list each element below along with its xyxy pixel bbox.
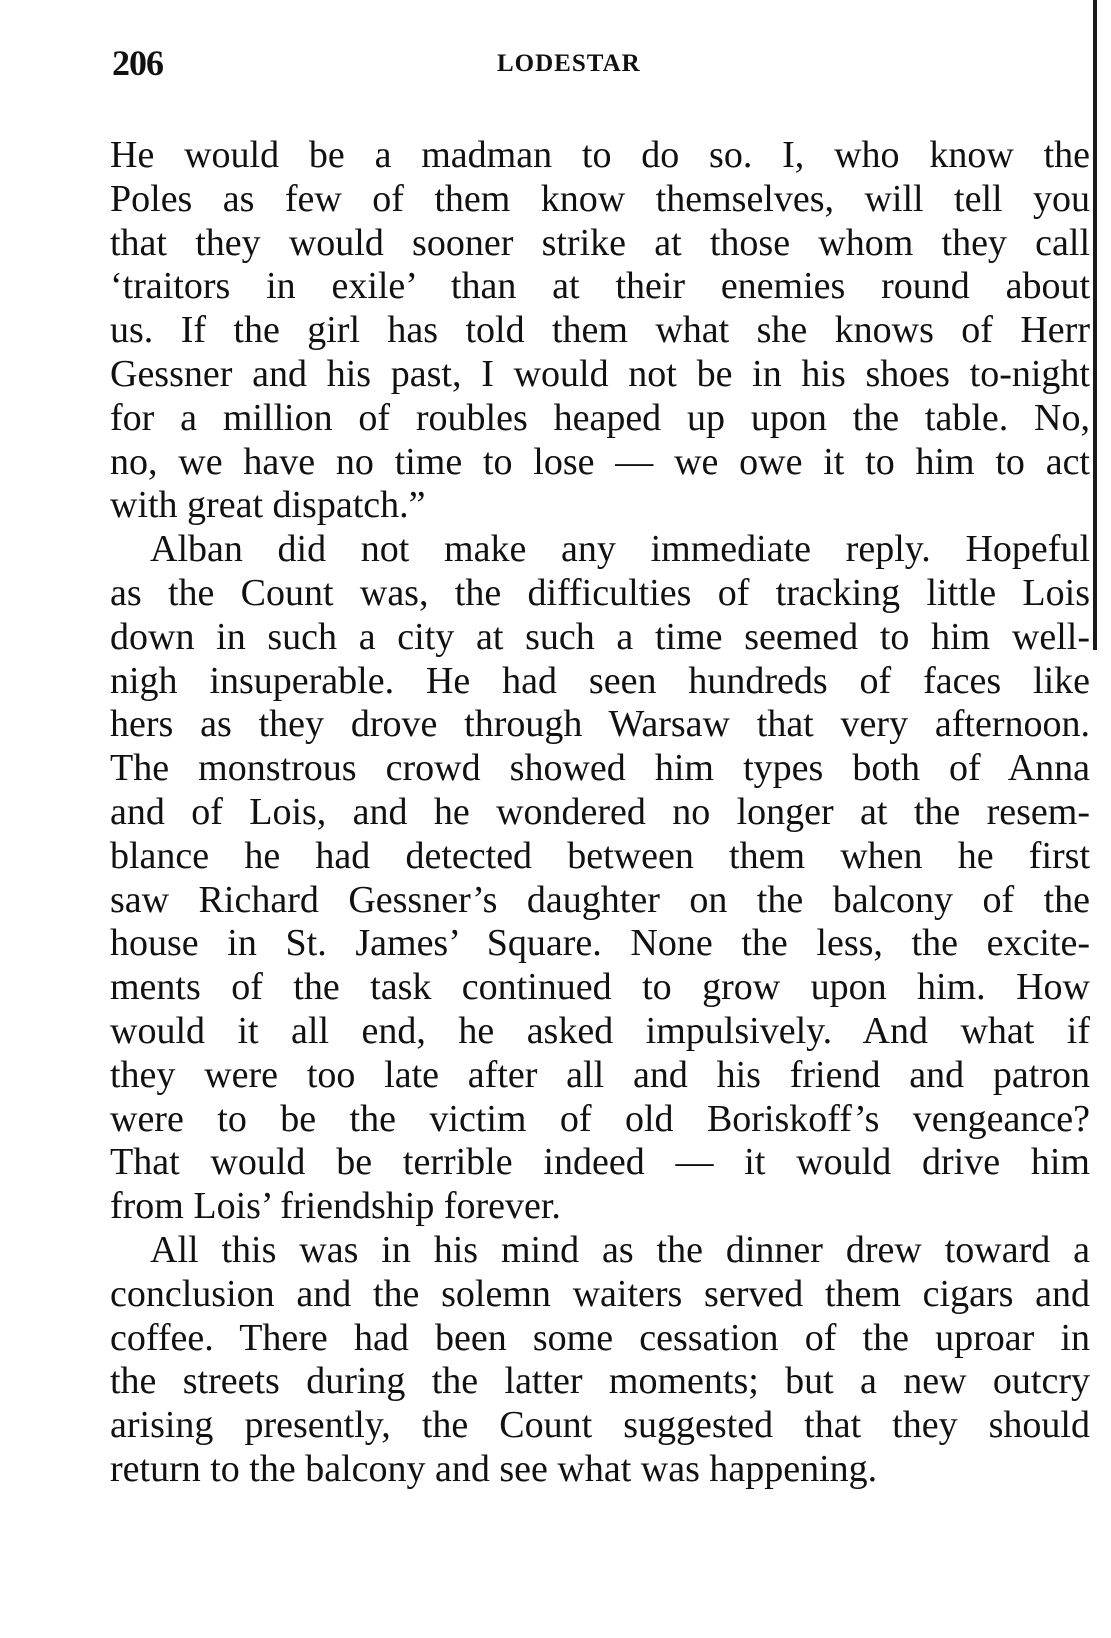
text-line: the streets during the latter moments; but a new outcry — [110, 1360, 1090, 1403]
text-line: arising presently, the Count suggested that they should — [110, 1404, 1090, 1447]
text-line: no, we have no time to lose — we owe it to him to act — [110, 440, 1090, 483]
text-line: that they would sooner strike at those whom they call — [110, 221, 1090, 264]
page-number: 206 — [112, 43, 163, 83]
text-line: for a million of roubles heaped up upon the table. No, — [110, 396, 1090, 439]
running-title: LODESTAR — [497, 50, 641, 77]
text-line: saw Richard Gessner’s daughter on the balcony of the — [110, 878, 1090, 921]
text-line: Gessner and his past, I would not be in his shoes to-night — [110, 352, 1090, 395]
text-line: hers as they drove through Warsaw that very afternoon. — [110, 703, 1090, 746]
text-line: as the Count was, the difficulties of tracking little Lois — [110, 571, 1090, 614]
text-line: conclusion and the solemn waiters served them cigars and — [110, 1272, 1090, 1315]
text-line: would it all end, he asked impulsively. And what if — [110, 1009, 1090, 1052]
text-line: The monstrous crowd showed him types both of Anna — [110, 747, 1090, 790]
text-line: ‘traitors in exile’ than at their enemies round about — [110, 265, 1090, 308]
text-line: return to the balcony and see what was happening. — [110, 1447, 878, 1490]
text-line: nigh insuperable. He had seen hundreds of faces like — [110, 659, 1090, 702]
text-line: with great dispatch.” — [110, 484, 426, 527]
text-line: were to be the victim of old Boriskoff’s vengeance? — [110, 1097, 1090, 1140]
page-edge-line — [1093, 0, 1097, 650]
text-line: they were too late after all and his friend and patron — [110, 1053, 1090, 1096]
body-text — [110, 134, 1090, 1492]
text-line: He would be a madman to do so. I, who know the — [110, 134, 1090, 176]
paragraph-first-line: Alban did not make any immediate reply. Hopeful — [150, 528, 1090, 571]
running-head — [112, 42, 1042, 92]
text-line: coffee. There had been some cessation of the uproar in — [110, 1316, 1090, 1359]
text-line: blance he had detected between them when he first — [110, 834, 1090, 877]
text-line: from Lois’ friendship forever. — [110, 1185, 561, 1228]
text-line: down in such a city at such a time seemed to him well- — [110, 615, 1090, 658]
text-line: ments of the task continued to grow upon him. How — [110, 966, 1090, 1009]
text-line: house in St. James’ Square. None the less, the excite- — [110, 922, 1090, 965]
text-line: and of Lois, and he wondered no longer at the resem- — [110, 790, 1090, 833]
text-line: us. If the girl has told them what she knows of Herr — [110, 309, 1090, 352]
text-line: That would be terrible indeed — it would drive him — [110, 1141, 1090, 1184]
paragraph-first-line: All this was in his mind as the dinner drew toward a — [150, 1228, 1090, 1271]
text-line: Poles as few of them know themselves, will tell you — [110, 177, 1090, 220]
